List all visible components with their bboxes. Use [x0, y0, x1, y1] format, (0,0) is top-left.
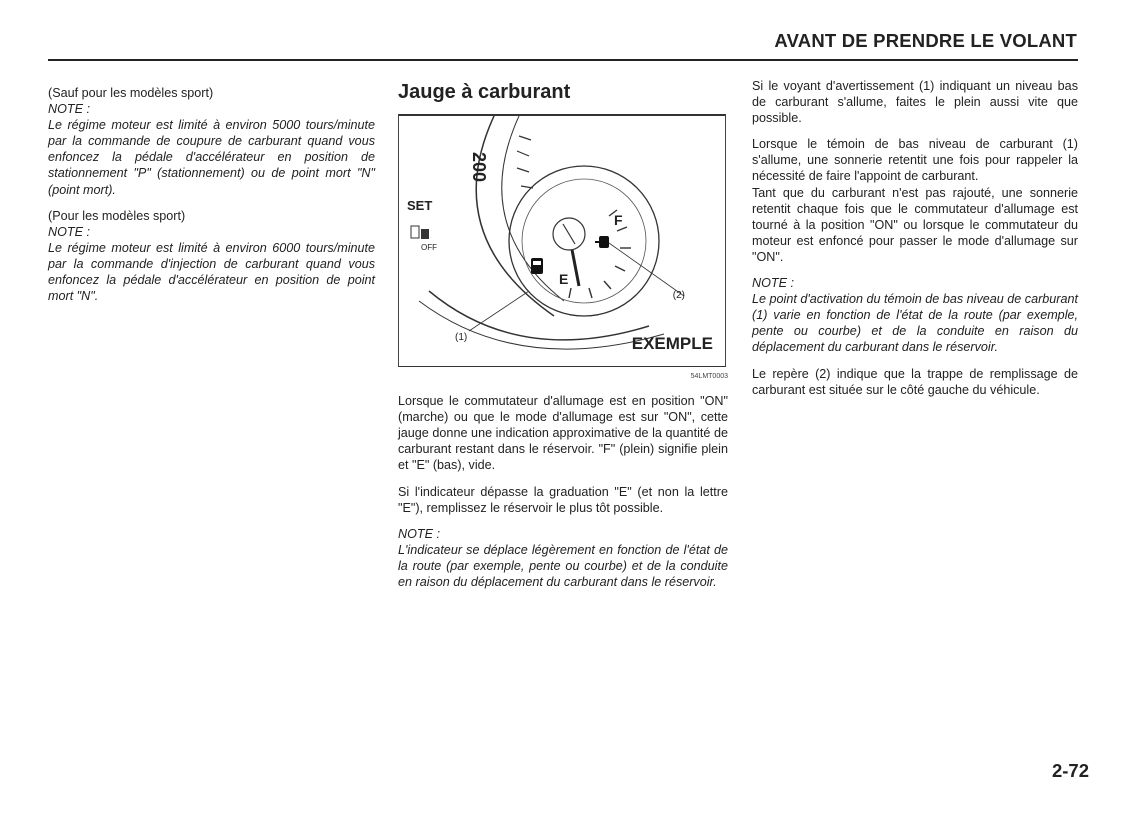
sport-models-label: (Pour les modèles sport) — [48, 208, 186, 223]
note-label: NOTE : — [48, 102, 90, 117]
callout-1: (1) — [455, 331, 468, 343]
figure-code: 54LMT0003 — [690, 373, 728, 380]
gauge-full-label: F — [614, 212, 623, 228]
gauge-description: Lorsque le commutateur d'allumage est en position "ON" (marche) ou que le mode d'allumage est sur "ON", cette jauge donne une indication approximative de la quantité de carburant restant dans le réservoir. "F" (plein) signifie plein et "E" (bas), vide. — [398, 394, 728, 473]
header-rule — [48, 59, 1078, 61]
example-label: EXEMPLE — [631, 333, 713, 353]
note-text: L'indicateur se déplace légèrement en fonction de l'état de la route (par exemple, pente ou courbe) et de la conduite en raison du déplacement du carburant dans le réservoir. — [398, 542, 728, 590]
fuel-gauge-figure — [398, 114, 726, 367]
set-label: SET — [407, 198, 433, 213]
buzzer-repeat-text: Tant que du carburant n'est pas rajouté, une sonnerie retentit chaque fois que le commutateur d'allumage est tourné à la position "ON" ou lorsque le commutateur du moteur est enfoncé pour passer le mode d'allumage sur "ON". — [752, 185, 1078, 264]
note-label: NOTE : — [752, 276, 794, 291]
note-text: Le régime moteur est limité à environ 5000 tours/minute par la commande de coupure de carburant quand vous enfoncez la pédale d'accélérateur en position de stationnement "P" (stationnement) ou de point mort "N" (point mort). — [48, 118, 375, 197]
right-column — [752, 78, 1078, 408]
buzzer-text: Lorsque le témoin de bas niveau de carburant (1) s'allume, une sonnerie retentit une fois pour rappeler la nécessité de faire l'appoint de carburant. — [752, 137, 1078, 184]
refill-instruction: Si l'indicateur dépasse la graduation "E" (et non la lettre "E"), remplissez le réservoir le plus tôt possible. — [398, 484, 728, 515]
note-text: Le régime moteur est limité à environ 6000 tours/minute par la commande d'injection de carburant quand vous enfoncez la pédale d'accélérateur en position de point mort "N". — [48, 240, 375, 304]
left-column — [48, 85, 375, 314]
sport-exclusion-label: (Sauf pour les modèles sport) — [48, 86, 214, 100]
warning-light-text: Si le voyant d'avertissement (1) indiquant un niveau bas de carburant s'allume, faites le plein aussi vite que possible. — [752, 79, 1078, 126]
page-header-title: AVANT DE PRENDRE LE VOLANT — [774, 30, 1077, 51]
note-label: NOTE : — [398, 526, 440, 541]
speed-label: 200 — [469, 152, 489, 183]
off-label: OFF — [421, 243, 437, 252]
middle-column — [398, 80, 728, 600]
callout-2: (2) — [672, 290, 685, 301]
section-title: Jauge à carburant — [398, 81, 571, 103]
fuel-door-text: Le repère (2) indique que la trappe de remplissage de carburant est située sur le côté gauche du véhicule. — [752, 366, 1078, 397]
note-label: NOTE : — [48, 224, 90, 239]
page-number: 2-72 — [1051, 760, 1089, 781]
gauge-empty-label: E — [559, 271, 569, 287]
fuel-gauge-illustration — [399, 116, 725, 366]
note-text: Le point d'activation du témoin de bas niveau de carburant (1) varie en fonction de l'état de la route (par exemple, pente ou courbe) et de la conduite en raison du déplacement du carburant dans le réservoir. — [752, 292, 1078, 355]
